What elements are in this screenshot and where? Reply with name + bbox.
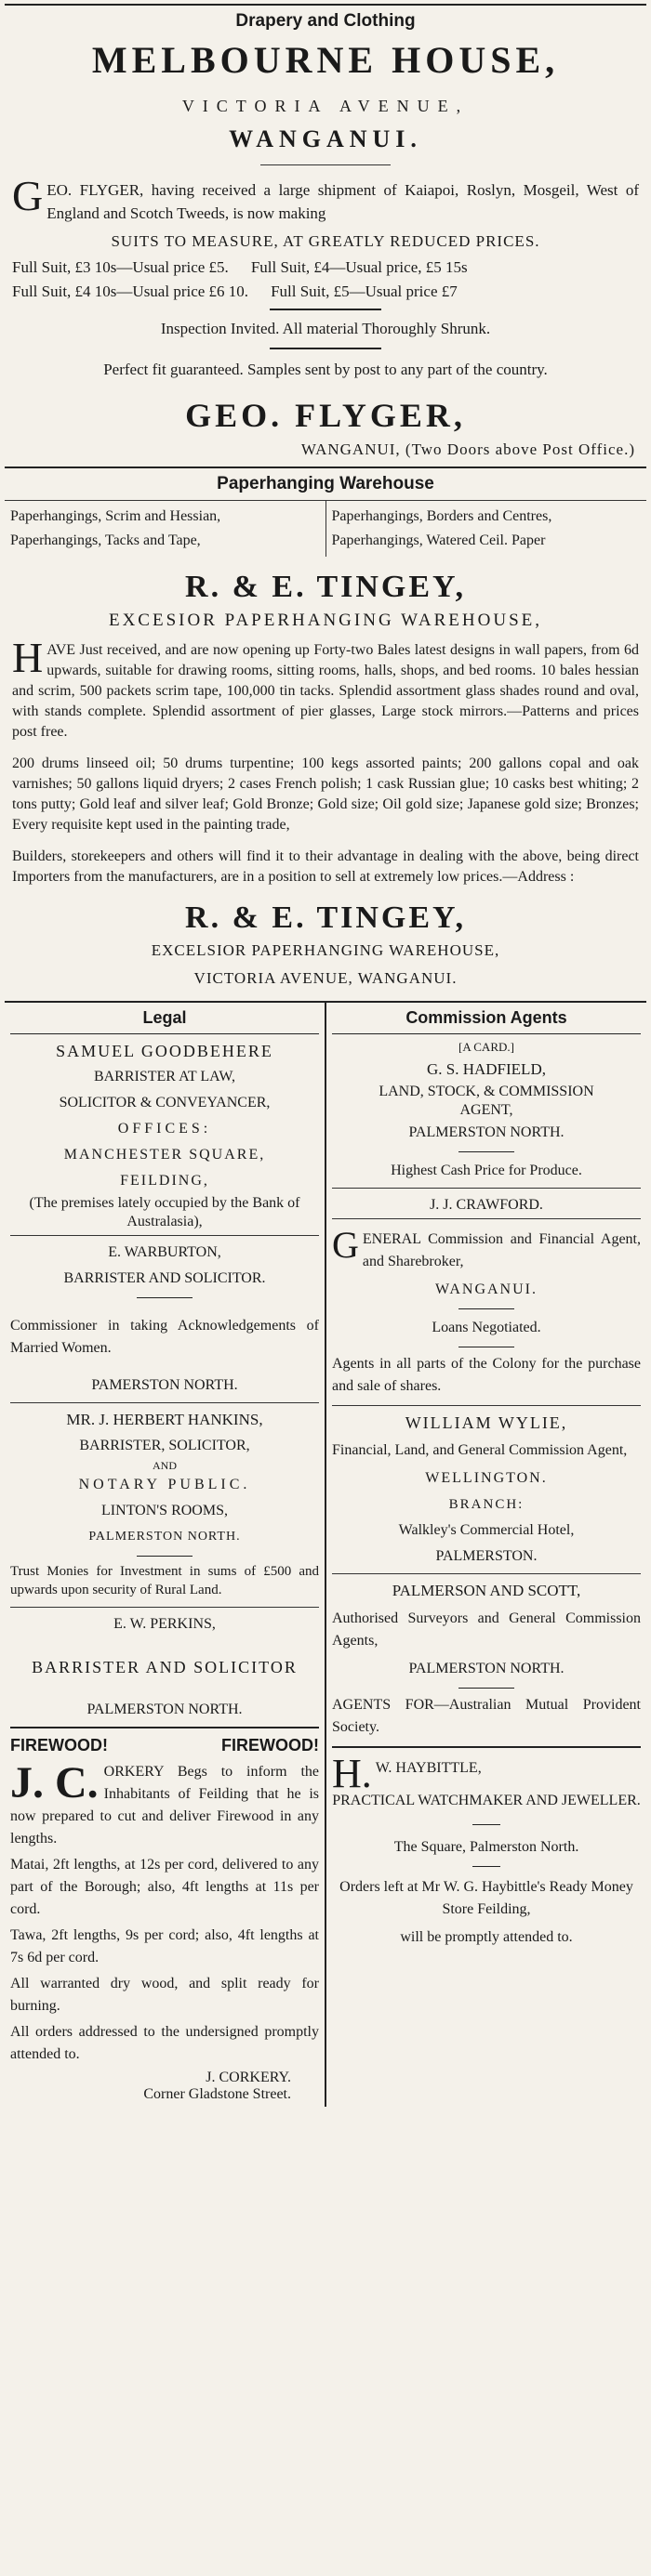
ad-line: SOLICITOR & CONVEYANCER, [59, 1095, 271, 1111]
hankins-ad [10, 1403, 319, 1607]
firewood-body-4: All warranted dry wood, and split ready for burning. [10, 1976, 319, 2014]
dropcap: H. [332, 1751, 372, 1796]
agents-column [325, 1003, 646, 2107]
ad-line: NOTARY PUBLIC. [78, 1477, 251, 1492]
palmerson-name: PALMERSON AND SCOTT, [392, 1582, 581, 1599]
firewood-body-5: All orders addressed to the undersigned promptly attended to. [10, 2024, 319, 2062]
ad-line: Trust Monies for Investment in sums of £500 and upwards upon security of Rural Land. [10, 1564, 319, 1597]
drapery-heading: Drapery and Clothing [235, 11, 416, 31]
ad-line: Highest Cash Price for Produce. [391, 1163, 582, 1178]
rule [270, 309, 381, 310]
intro-text: EO. FLYGER, having received a large shipment of Kaiapoi, Roslyn, Mosgeil, West of England and Scotch Tweeds, is now making [46, 181, 639, 222]
fit-line: Perfect fit guaranteed. Samples sent by post to any part of the country. [103, 361, 548, 378]
firewood-left: FIREWOOD! [10, 1736, 108, 1755]
ad-line: PAMERSTON NORTH. [91, 1377, 238, 1393]
price-row-2 [12, 283, 639, 301]
firewood-ad [10, 1728, 319, 2107]
ad-line: LAND, STOCK, & COMMISSION [379, 1084, 594, 1099]
crawford-ad [332, 1189, 641, 1405]
dropcap: G [12, 172, 44, 219]
rule [458, 1151, 514, 1152]
legal-heading: Legal [10, 1003, 319, 1034]
inspection: Inspection Invited. All material Thoroughly Shrunk. [160, 320, 491, 337]
price-row-1 [12, 258, 639, 277]
rule [472, 1866, 500, 1867]
wylie-ad [332, 1406, 641, 1573]
tingey-title-2: R. & E. TINGEY, [185, 900, 466, 935]
lower-columns [5, 1001, 646, 2107]
flyger-signature: GEO. FLYGER, [185, 397, 466, 434]
price-c: Full Suit, £4 10s—Usual price £6 10. [12, 283, 249, 300]
paper-item: Paperhangings, Scrim and Hessian, [10, 508, 221, 524]
ad-line: AND [153, 1459, 177, 1472]
ad-line: (The premises lately occupied by the Bank of Australasia), [29, 1195, 300, 1229]
paper-heading: Paperhanging Warehouse [217, 474, 434, 493]
firewood-body-1 [10, 1758, 319, 1850]
rule [458, 1308, 514, 1309]
price-d: Full Suit, £5—Usual price £7 [271, 283, 458, 300]
goodbehere-ad [10, 1034, 319, 1235]
ad-line: Commissioner in taking Acknowledgements of Married Women. [10, 1318, 319, 1356]
goodbehere-name: SAMUEL GOODBEHERE [56, 1042, 273, 1060]
crawford-name: J. J. CRAWFORD. [430, 1197, 543, 1213]
ad-line: Orders left at Mr W. G. Haybittle's Ready Money Store Feilding, [339, 1879, 633, 1917]
ad-line: BRANCH: [448, 1497, 525, 1512]
perkins-ad [10, 1608, 319, 1727]
hadfield-ad [332, 1034, 641, 1188]
firewood-body-2: Matai, 2ft lengths, at 12s per cord, delivered to any part of the Borough; also, 4ft lengths at 11s per cord. [10, 1857, 319, 1917]
ad-line: PALMERSTON NORTH. [408, 1661, 565, 1676]
ad-line: The Square, Palmerston North. [393, 1839, 579, 1855]
ad-line: PRACTICAL WATCHMAKER AND JEWELLER. [332, 1793, 641, 1808]
firewood-body-3: Tawa, 2ft lengths, 9s per cord; also, 4ft lengths at 7s 6d per cord. [10, 1927, 319, 1965]
corkery-address: Corner Gladstone Street. [143, 2086, 291, 2102]
paper-list-right [326, 501, 647, 557]
palmerson-ad [332, 1574, 641, 1746]
rule [137, 1556, 193, 1557]
ad-line: Agents in all parts of the Colony for the purchase and sale of shares. [332, 1356, 641, 1394]
newspaper-page [5, 0, 646, 2107]
ad-line: MANCHESTER SQUARE, [63, 1147, 266, 1163]
dropcap: J. C. [10, 1758, 99, 1807]
ad-line: [A CARD.] [458, 1040, 514, 1054]
ad-line: AGENTS FOR—Australian Mutual Provident Society. [332, 1697, 641, 1735]
crawford-body [332, 1224, 641, 1273]
rule [472, 1824, 500, 1825]
street-2: VICTORIA AVENUE, WANGANUI. [193, 969, 458, 987]
crawford-body-text: ENERAL Commission and Financial Agent, and Sharebroker, [362, 1231, 641, 1269]
flyger-intro [12, 172, 639, 225]
ad-line: PALMERSTON NORTH. [86, 1702, 243, 1717]
ad-line: PALMERSTON NORTH. [408, 1124, 565, 1140]
paper-list-left [5, 501, 326, 557]
wylie-name: WILLIAM WYLIE, [405, 1413, 568, 1432]
warehouse-title: EXCESIOR PAPERHANGING WAREHOUSE, [108, 611, 542, 630]
paper-body-3: Builders, storekeepers and others will find it to their advantage in dealing with the above, being direct Importers from the manufacturers, are in a position to sell at extremely low prices.—Address : [12, 848, 639, 885]
suits-line: SUITS TO MEASURE, AT GREATLY REDUCED PRICES. [111, 232, 540, 250]
warehouse-title-2: EXCELSIOR PAPERHANGING WAREHOUSE, [151, 941, 500, 959]
ad-line: will be promptly attended to. [400, 1929, 573, 1945]
paper-body-1 [12, 634, 639, 743]
legal-column [5, 1003, 325, 2107]
ad-line: Loans Negotiated. [432, 1320, 541, 1335]
ad-line: BARRISTER, SOLICITOR, [79, 1438, 250, 1453]
ad-line: FEILDING, [120, 1173, 209, 1189]
rule [458, 1688, 514, 1689]
paper-body-1-text: AVE Just received, and are now opening up Forty-two Bales latest designs in wall papers, from 6d upwards, suitable for drawing rooms, sitting rooms, halls, shops, and bed rooms. 10 bales hessian and scrim, 500 packets scrim tape, 100,000 tin tacks. Splendid assortment glass shades round and oval, with stands complete. Splendid assortment of pier glasses, Large stock mirrors.—Patterns and prices post free. [12, 642, 639, 740]
price-a: Full Suit, £3 10s—Usual price £5. [12, 258, 229, 276]
ad-line: BARRISTER AND SOLICITOR [32, 1658, 298, 1676]
ad-line: WANGANUI. [435, 1281, 538, 1297]
ad-line: BARRISTER AND SOLICITOR. [63, 1270, 266, 1286]
ad-line: OFFICES: [117, 1121, 212, 1137]
ad-line: AGENT, [459, 1102, 513, 1118]
paper-list [5, 501, 646, 557]
warburton-name: E. WARBURTON, [108, 1244, 221, 1260]
haybittle-head [332, 1751, 641, 1796]
ad-line: LINTON'S ROOMS, [101, 1503, 228, 1518]
ad-line: WELLINGTON. [425, 1470, 548, 1486]
paper-item: Paperhangings, Borders and Centres, [331, 508, 552, 524]
paper-body-2: 200 drums linseed oil; 50 drums turpentine; 100 kegs assorted paints; 200 gallons copal and oak varnishes; 50 gallons liquid dryers; 2 cases French polish; 1 cask Russian glue; 10 casks best whiting; 2 tons putty; Gold leaf and silver leaf; Gold Bronze; Gold size; Oil gold size; Japanese gold size; Bronzes; Every requisite kept used in the painting trade, [12, 756, 639, 833]
corkery-signature: J. CORKERY. [206, 2070, 291, 2085]
haybittle-name: W. HAYBITTLE, [375, 1760, 482, 1776]
paper-item: Paperhangings, Tacks and Tape, [10, 532, 201, 548]
street: VICTORIA AVENUE, [181, 97, 470, 115]
perkins-name: E. W. PERKINS, [113, 1616, 216, 1632]
town: WANGANUI. [229, 125, 422, 152]
agents-heading: Commission Agents [332, 1003, 641, 1034]
warburton-ad [10, 1236, 319, 1402]
dropcap: H [12, 634, 44, 681]
hankins-name: MR. J. HERBERT HANKINS, [66, 1411, 263, 1428]
price-b: Full Suit, £4—Usual price, £5 15s [250, 258, 468, 276]
rule [332, 1218, 641, 1219]
rule [137, 1297, 193, 1298]
ad-line: Authorised Surveyors and General Commission Agents, [332, 1610, 641, 1649]
ad-line: Financial, Land, and General Commission Agent, [332, 1442, 628, 1458]
tingey-title: R. & E. TINGEY, [185, 570, 466, 604]
flyger-address: WANGANUI, (Two Doors above Post Office.) [300, 440, 635, 458]
ad-line: BARRISTER AT LAW, [93, 1069, 236, 1084]
firewood-right: FIREWOOD! [221, 1736, 319, 1755]
paper-item: Paperhangings, Watered Ceil. Paper [331, 532, 546, 548]
ad-line: PALMERSTON NORTH. [88, 1530, 241, 1544]
melbourne-house-title: MELBOURNE HOUSE, [91, 39, 560, 81]
rule [260, 164, 391, 165]
ad-line: Walkley's Commercial Hotel, [398, 1522, 575, 1538]
hadfield-name: G. S. HADFIELD, [427, 1060, 546, 1078]
rule [270, 348, 381, 349]
dropcap: G [332, 1224, 359, 1266]
haybittle-ad [332, 1748, 641, 1954]
firewood-body-1-text: ORKERY Begs to inform the Inhabitants of Feilding that he is now prepared to cut and deliver Firewood in any lengths. [10, 1764, 319, 1847]
ad-line: PALMERSTON. [435, 1548, 538, 1564]
firewood-head [10, 1732, 319, 1757]
